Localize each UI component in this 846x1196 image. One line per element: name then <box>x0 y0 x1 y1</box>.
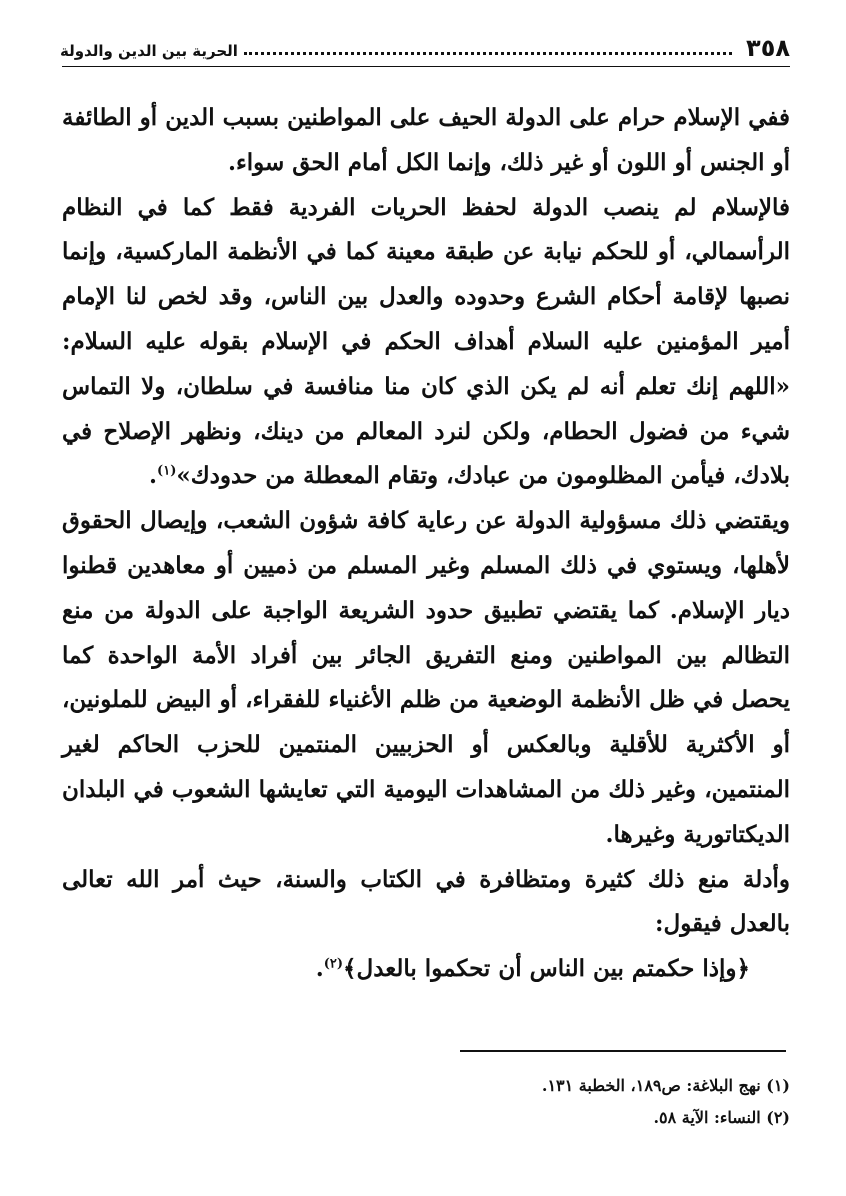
paragraph-text: ويقتضي ذلك مسؤولية الدولة عن رعاية كافة شؤون الشعب، وإيصال الحقوق لأهلها، ويستوي في ذلك المسلم وغير المسلم من ذميين أو معاهدين قطنوا ديار الإسلام. كما يقتضي تطبيق حدود الشريعة الواجبة على الدولة من منع التظالم بين المواطنين ومنع التفريق الجائر بين أفراد الأمة الواحدة كما يحصل في ظل الأنظمة الوضعية من ظلم الأغنياء للفقراء، أو البيض للملونين، أو الأكثرية للأقلية وبالعكس أو الحزبيين المنتمين للحزب الحاكم لغير المنتمين، وغير ذلك من المشاهدات اليومية التي تعايشها الشعوب في البلدان الديكتاتورية وغيرها. <box>62 507 790 848</box>
page-number: ٣٥٨ <box>746 34 790 62</box>
footnote-separator <box>460 1050 786 1052</box>
paragraph-text: فالإسلام لم ينصب الدولة لحفظ الحريات الفردية فقط كما في النظام الرأسمالي، أو للحكم نيابة عن طبقة معينة كما في الأنظمة الماركسية، وإنما نصبها لإقامة أحكام الشرع وحدوده والعدل بين الناس، وقد لخص لنا الإمام أمير المؤمنين عليه السلام أهداف الحكم في الإسلام بقوله عليه السلام: «اللهم إنك تعلم أنه لم يكن الذي كان منا منافسة في سلطان، ولا التماس شيء من فضول الحطام، ولكن لنرد المعالم من دينك، ونظهر الإصلاح في بلادك، فيأمن المظلومون من عبادك، وتقام المعطلة من حدودك» <box>62 193 790 490</box>
footnote-1: (١) نهج البلاغة: ص١٨٩، الخطبة ١٣١. <box>541 1076 790 1095</box>
footnote-2: (٢) النساء: الآية ٥٨. <box>653 1108 790 1127</box>
footnotes <box>62 1074 790 1138</box>
header-leader-dots <box>244 51 732 55</box>
quran-verse: ﴿وإذا حكمتم بين الناس أن تحكموا بالعدل﴾$^{(٢)}$. <box>315 955 750 983</box>
header-rule <box>62 66 790 67</box>
body-text <box>62 96 790 992</box>
page-header <box>60 30 790 62</box>
paragraph-text: ففي الإسلام حرام على الدولة الحيف على المواطنين بسبب الدين أو الطائفة أو الجنس أو اللون أو غير ذلك، وإنما الكل أمام الحق سواء. <box>62 104 790 176</box>
paragraph <box>62 499 790 857</box>
paragraph-text: وأدلة منع ذلك كثيرة ومتظافرة في الكتاب والسنة، حيث أمر الله تعالى بالعدل فيقول: <box>62 865 790 938</box>
paragraph: فالإسلام لم ينصب الدولة لحفظ الحريات الفردية فقط كما في النظام الرأسمالي، أو للحكم نيابة عن طبقة معينة كما في الأنظمة الماركسية، وإنما نصبها لإقامة أحكام الشرع وحدوده والعدل بين الناس، وقد لخص لنا الإمام أمير المؤمنين عليه السلام أهداف الحكم في الإسلام بقوله عليه السلام: «اللهم إنك تعلم أنه لم يكن الذي كان منا منافسة في سلطان، ولا التماس شيء من فضول الحطام، ولكن لنرد المعالم من دينك، ونظهر الإصلاح في بلادك، فيأمن المظلومون من عبادك، وتقام المعطلة من حدودك»$^{(١)}$. <box>62 193 790 490</box>
running-title: الحرية بين الدين والدولة <box>60 42 238 60</box>
footnote-ref-2[interactable]: (٢) <box>323 956 344 972</box>
paragraph <box>62 858 790 948</box>
verse-text: ﴿وإذا حكمتم بين الناس أن تحكموا بالعدل﴾ <box>343 955 750 983</box>
paragraph <box>62 96 790 186</box>
footnote-ref-1[interactable]: (١) <box>157 463 177 479</box>
